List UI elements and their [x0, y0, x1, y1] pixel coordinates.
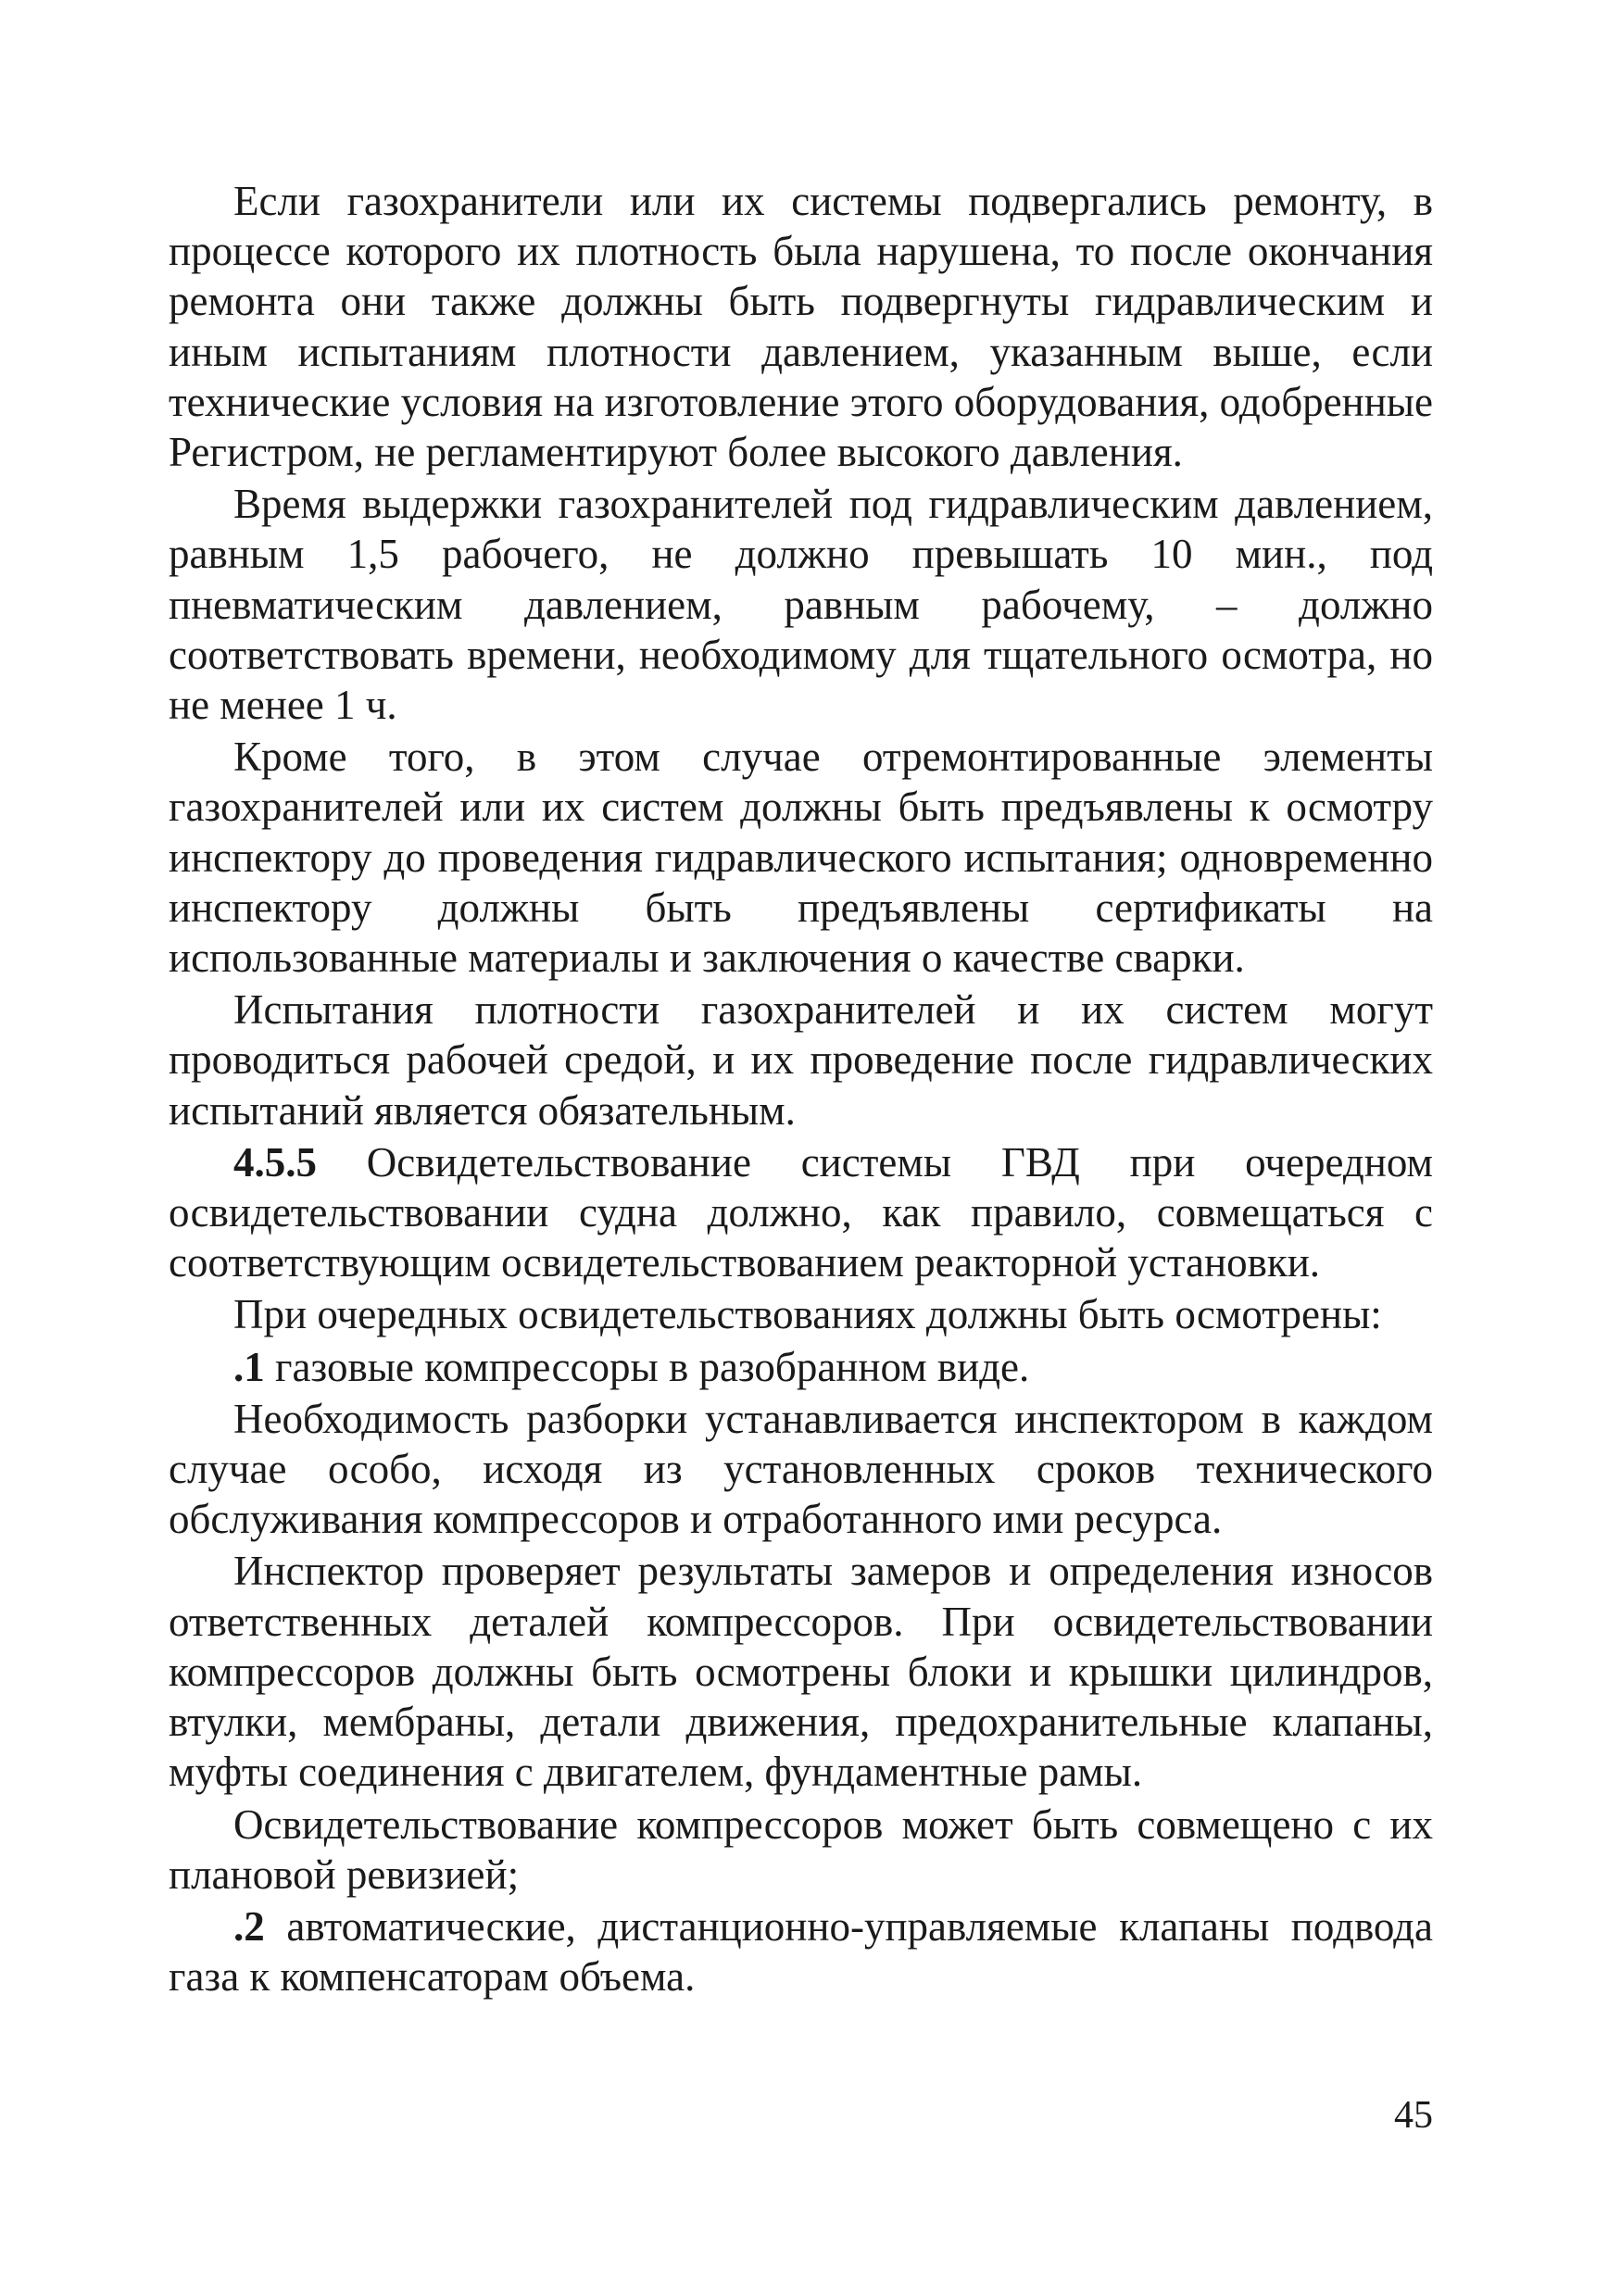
paragraph-combined-revision	[169, 1800, 1433, 1900]
paragraph-repair-testing	[169, 176, 1433, 477]
paragraph-disassembly-need	[169, 1394, 1433, 1545]
paragraph-item-2	[169, 1901, 1433, 2001]
paragraph-text: газовые компрессоры в разобранном виде.	[275, 1343, 1030, 1390]
body-text	[169, 176, 1433, 2001]
paragraph-section-4-5-5	[169, 1137, 1433, 1288]
section-number: 4.5.5	[233, 1138, 317, 1186]
page-number: 45	[1394, 2094, 1433, 2137]
paragraph-text: Необходимость разборки устанавливается инспектором в каждом случае особо, исходя из установленных сроков технического обслуживания компрессоров и отработанного ими ресурса.	[169, 1395, 1433, 1543]
paragraph-text: Освидетельствование системы ГВД при очередном освидетельствовании судна должно, как правило, совмещаться с соответствующим освидетельствованием реакторной установки.	[169, 1138, 1433, 1286]
paragraph-inspector-checks	[169, 1546, 1433, 1797]
paragraph-holding-time	[169, 479, 1433, 730]
paragraph-text: При очередных освидетельствованиях должны быть осмотрены:	[233, 1291, 1382, 1338]
paragraph-text: Время выдержки газохранителей под гидравлическим давлением, равным 1,5 рабочего, не должно превышать 10 мин., под пневматическим давлением, равным рабочему, – должно соответствовать времени, необходимому для тщательного осмотра, но не менее 1 ч.	[169, 481, 1433, 729]
paragraph-working-medium-test	[169, 985, 1433, 1135]
paragraph-periodic-surveys	[169, 1289, 1433, 1339]
paragraph-text: Если газохранители или их системы подвергались ремонту, в процессе которого их плотность была нарушена, то после окончания ремонта они также должны быть подвергнуты гидравлическим и иным испытаниям плотности давлением, указанным выше, если технические условия на изготовление этого оборудования, одобренные Регистром, не регламентируют более высокого давления.	[169, 178, 1433, 476]
item-number: .2	[233, 1902, 265, 1950]
paragraph-inspection-before-test	[169, 732, 1433, 983]
paragraph-item-1	[169, 1342, 1433, 1392]
paragraph-text: автоматические, дистанционно-управляемые клапаны подвода газа к компенсаторам объема.	[169, 1902, 1434, 2001]
item-number: .1	[233, 1343, 265, 1390]
paragraph-text: Испытания плотности газохранителей и их систем могут проводиться рабочей средой, и их проведение после гидравлических испытаний является обязательным.	[169, 986, 1433, 1134]
paragraph-text: Освидетельствование компрессоров может быть совмещено с их плановой ревизией;	[169, 1800, 1433, 1898]
paragraph-text: Кроме того, в этом случае отремонтированные элементы газохранителей или их систем должны быть предъявлены к осмотру инспектору до проведения гидравлического испытания; одновременно инспектору должны быть предъявлены сертификаты на использованные материалы и заключения о качестве сварки.	[169, 734, 1433, 982]
paragraph-text: Инспектор проверяет результаты замеров и определения износов ответственных деталей компрессоров. При освидетельствовании компрессоров должны быть осмотрены блоки и крышки цилиндров, втулки, мембраны, детали движения, предохранительные клапаны, муфты соединения с двигателем, фундаментные рамы.	[169, 1548, 1433, 1796]
